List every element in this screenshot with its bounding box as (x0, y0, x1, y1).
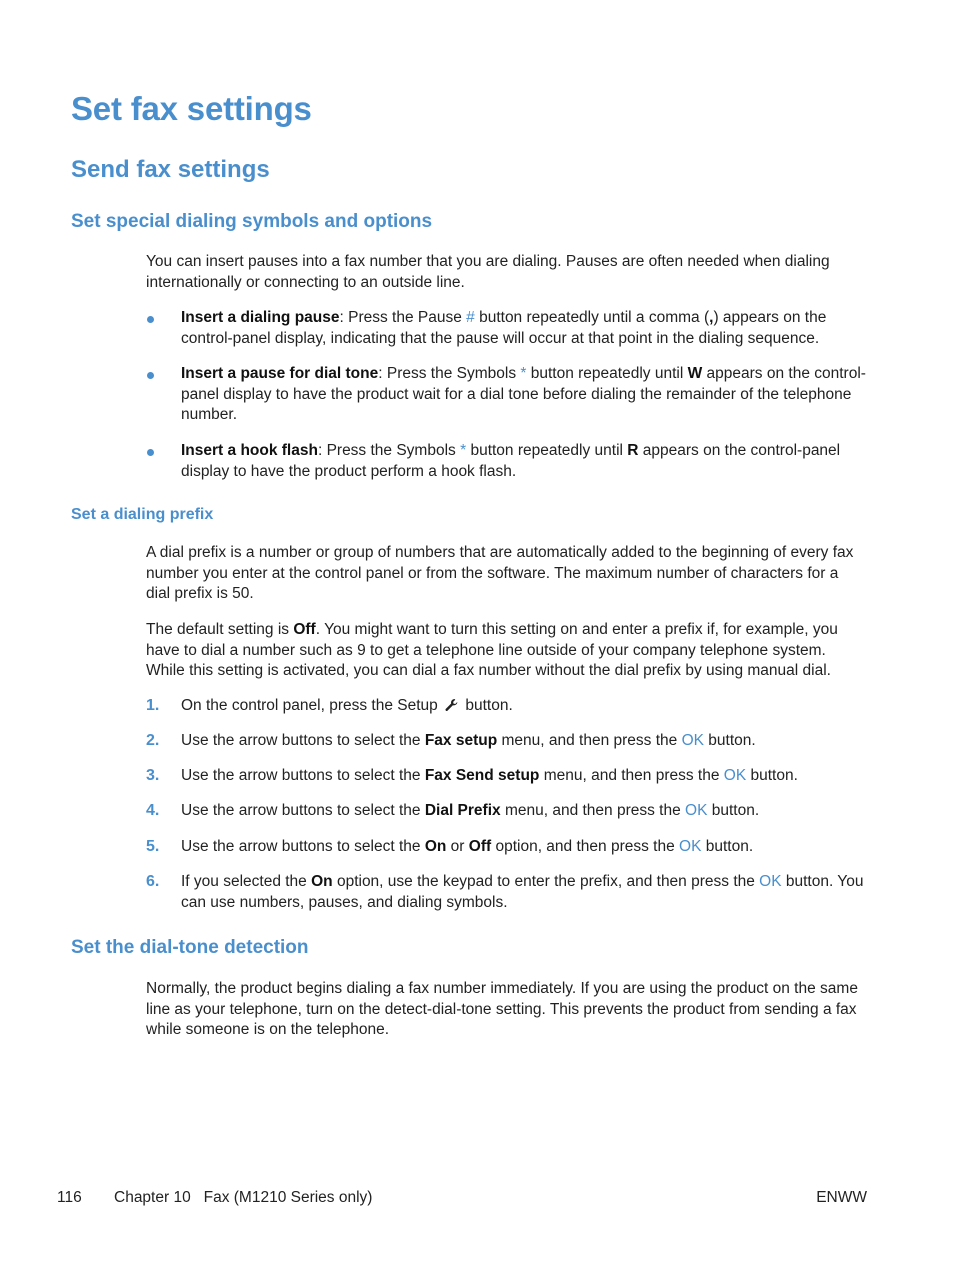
bullet-text: ) appears on the control-panel display, indicating that the pause will occur at that point in the dialing sequence. (181, 309, 827, 347)
bullet-dot (147, 316, 154, 323)
dial-tone-para: Normally, the product begins dialing a fax number immediately. If you are using the product on the same line as your telephone, turn on the detect-dial-tone setting. This prevents the product from sending a fax while someone is on the telephone. (146, 980, 858, 1038)
text: option, use the keypad to enter the prefix, and then press the (332, 873, 760, 890)
dial-tone-heading: Set the dial-tone detection (71, 937, 309, 958)
ok-button-label: OK (679, 838, 702, 855)
bullet-title: Insert a hook flash (181, 442, 318, 459)
text: The default setting is (146, 621, 294, 638)
bullet-dial-tone-pause (181, 364, 871, 426)
text: button. (701, 838, 754, 855)
ok-button-label: OK (681, 732, 704, 749)
step-number: 6. (146, 873, 160, 890)
menu-name: Dial Prefix (424, 802, 501, 819)
step-number: 1. (146, 697, 160, 714)
bullet-text: appears on the control-panel display to have the product wait for a dial tone before dialing the remainder of the telephone number. (181, 365, 866, 423)
text: menu, and then press the (497, 732, 682, 749)
text: Use the arrow buttons to select the (181, 732, 425, 749)
bullet-text: appears on the control-panel display to have the product perform a hook flash. (181, 442, 841, 480)
text: On the control panel, press the Setup (181, 697, 443, 714)
step-6 (181, 872, 871, 913)
dialing-prefix-heading: Set a dialing prefix (71, 506, 214, 523)
step-5 (181, 837, 871, 858)
text: button. (704, 732, 756, 749)
text: option, and then press the (491, 838, 680, 855)
text: menu, and then press the (500, 802, 686, 819)
text: button. (461, 697, 513, 714)
step-3 (181, 766, 871, 787)
bullet-dot (147, 372, 154, 379)
menu-name: Fax Send setup (424, 767, 540, 784)
step-1 (181, 696, 871, 717)
step-4 (181, 801, 871, 822)
option-on: On (311, 873, 333, 890)
step-number: 5. (146, 838, 160, 855)
text: or (446, 838, 469, 855)
ok-button-label: OK (685, 802, 708, 819)
text: button. You can use numbers, pauses, and dialing symbols. (181, 873, 864, 911)
bullet-text: button repeatedly until (466, 442, 628, 459)
option-off: Off (468, 838, 492, 855)
text: menu, and then press the (539, 767, 724, 784)
special-symbols-heading: Set special dialing symbols and options (71, 211, 433, 232)
ok-button-label: OK (723, 767, 747, 784)
symbols-symbol: * (460, 442, 467, 459)
special-intro: You can insert pauses into a fax number that you are dialing. Pauses are often needed when dialing internationally or connecting to an outside line. (146, 253, 830, 291)
menu-name: Fax setup (424, 732, 498, 749)
step-number: 4. (146, 802, 160, 819)
text: button. (707, 802, 760, 819)
page-number: 116 (57, 1189, 82, 1206)
step-number: 3. (146, 767, 160, 784)
bullet-title: Insert a pause for dial tone (181, 365, 379, 382)
text: Use the arrow buttons to select the (181, 838, 425, 855)
comma-symbol: , (709, 309, 714, 326)
bullet-hook-flash (181, 441, 871, 482)
off-setting: Off (293, 621, 316, 638)
section-title: Send fax settings (71, 156, 270, 183)
bullet-text: : Press the Pause (339, 309, 467, 326)
footer-right-label: ENWW (816, 1189, 867, 1206)
bullet-text: button repeatedly until a comma ( (474, 309, 710, 326)
bullet-text: : Press the Symbols (317, 442, 461, 459)
r-symbol: R (627, 442, 639, 459)
symbols-symbol: * (520, 365, 527, 382)
bullet-title: Insert a dialing pause (181, 309, 340, 326)
chapter-label: Chapter 10 Fax (M1210 Series only) (114, 1189, 373, 1206)
prefix-para-2 (146, 620, 866, 682)
ok-button-label: OK (759, 873, 782, 890)
text: If you selected the (181, 873, 312, 890)
step-2 (181, 731, 871, 752)
bullet-dialing-pause (181, 308, 871, 349)
text: . You might want to turn this setting on and enter a prefix if, for example, you have to dial a number such as 9 to get a telephone line outside of your company telephone system. While this setting is activated, you can dial a fax number without the dial prefix by using manual dial. (146, 621, 838, 679)
prefix-para-1: A dial prefix is a number or group of numbers that are automatically added to the beginning of every fax number you enter at the control panel or from the software. The maximum number of characters for a dial prefix is 50. (146, 544, 854, 602)
bullet-text: : Press the Symbols (378, 365, 521, 382)
page-title: Set fax settings (71, 90, 312, 127)
bullet-dot (147, 449, 154, 456)
option-on: On (424, 838, 447, 855)
wrench-icon (444, 698, 459, 712)
bullet-text: button repeatedly until (526, 365, 688, 382)
w-symbol: W (687, 365, 703, 382)
pause-symbol: # (466, 309, 475, 326)
step-number: 2. (146, 732, 160, 749)
text: button. (746, 767, 798, 784)
text: Use the arrow buttons to select the (181, 767, 425, 784)
text: Use the arrow buttons to select the (181, 802, 425, 819)
